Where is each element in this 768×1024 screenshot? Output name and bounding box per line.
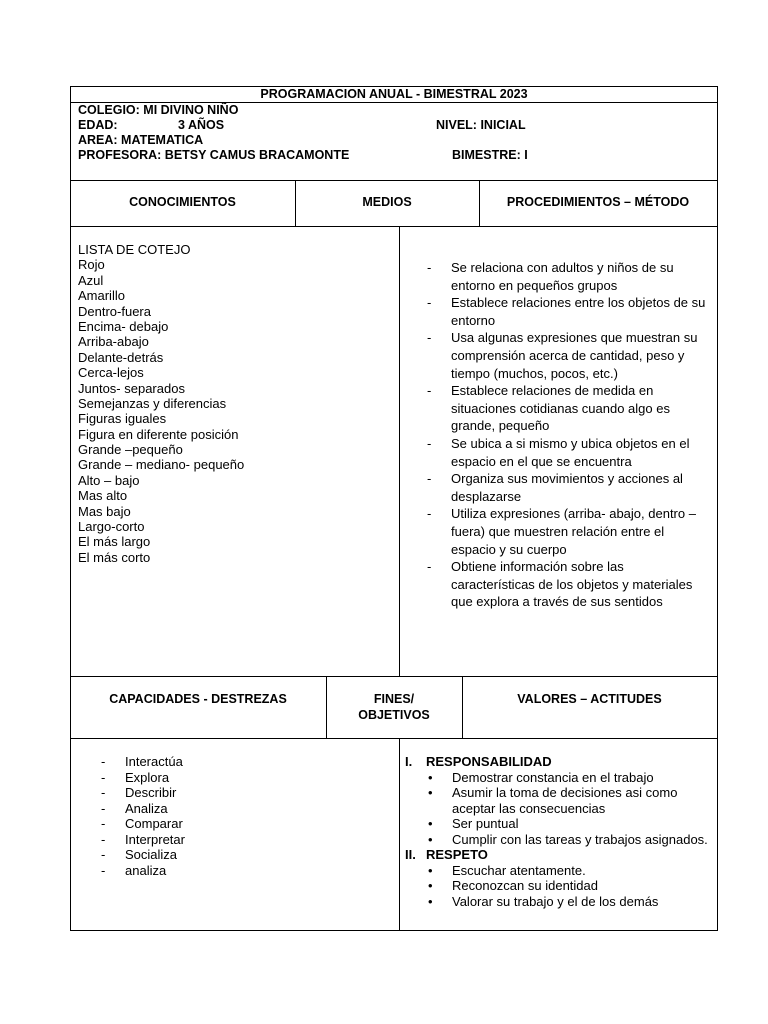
header-procedimientos: PROCEDIMIENTOS – MÉTODO [506,195,690,209]
list-item: Figuras iguales [78,411,167,427]
list-item [405,785,717,816]
list-item: Delante-detrás [78,349,164,365]
list-item-text: Interpretar [125,831,185,847]
list-item: Mas bajo [78,503,131,519]
colegio-label: COLEGIO: MI DIVINO NIÑO [78,103,239,117]
dash-marker: - [427,471,432,487]
profesora-label: PROFESORA: BETSY CAMUS BRACAMONTE [78,148,350,162]
list-item-text: Cumplir con las tareas y trabajos asignados. [452,831,708,847]
list-item [101,816,185,832]
list-item-text: Escuchar atentamente. [452,862,586,878]
list-item [427,558,707,611]
edad-label: EDAD: [78,118,118,132]
header-valores: VALORES – ACTITUDES [517,692,662,706]
list-item [101,770,185,786]
header-objetivos: OBJETIVOS [358,708,430,722]
dash-marker: - [101,862,106,878]
section-number: I. [405,754,413,769]
list-item-text: Interactúa [125,754,183,769]
list-item [427,294,707,329]
page-title: PROGRAMACION ANUAL - BIMESTRAL 2023 [260,87,528,101]
list-item: Encima- debajo [78,318,169,334]
edad-value: 3 AÑOS [178,118,225,132]
list-item: Mas alto [78,488,128,504]
header-fines: FINES/ [373,692,415,706]
list-item-text: Explora [125,769,170,785]
list-item [427,435,707,470]
list-item [405,878,717,894]
dash-marker: - [427,506,432,522]
list-item [405,894,717,910]
header-capacidades: CAPACIDADES - DESTREZAS [109,692,287,706]
list-item [427,470,707,505]
list-item-text: Describir [125,785,177,800]
dash-marker: - [101,831,106,847]
list-item: Grande – mediano- pequeño [78,457,245,473]
list-item [427,505,707,558]
section-title: RESPETO [426,847,488,862]
list-item [405,832,717,848]
dash-marker: - [101,816,106,831]
list-item: Amarillo [78,288,125,304]
bullet-icon: • [428,831,433,847]
list-item-text: Se ubica a si mismo y ubica objetos en el espacio en el que se encuentra [451,435,690,469]
valores-list [405,754,717,909]
list-item-text: Asumir la toma de decisiones asi como aceptar las consecuencias [452,785,678,816]
list-item-text: Establece relaciones de medida en situaciones cotidianas cuando algo es grande, pequeño [451,383,670,434]
list-item [101,863,185,879]
dash-marker: - [101,847,106,862]
list-item [101,832,185,848]
dash-marker: - [101,785,106,800]
list-item: Semejanzas y diferencias [78,395,227,411]
list-item [405,770,717,786]
list-item: Cerca-lejos [78,365,144,381]
procedimientos-list [427,259,707,611]
header-medios: MEDIOS [362,195,412,209]
section-title: RESPONSABILIDAD [426,754,552,769]
list-item-text: Valorar su trabajo y el de los demás [452,893,659,909]
bullet-icon: • [428,878,433,893]
list-item-text: Socializa [125,847,178,862]
dash-marker: - [427,260,432,275]
list-item [427,382,707,435]
list-item-text: Analiza [125,800,168,816]
list-item [427,259,707,294]
dash-marker: - [427,383,432,399]
list-item-text: Reconozcan su identidad [452,878,598,893]
list-item: Azul [78,272,104,288]
list-item-text: Ser puntual [452,816,519,831]
section-heading [405,754,717,770]
list-item: Arriba-abajo [78,334,149,350]
dash-marker: - [427,435,432,451]
dash-marker: - [101,754,106,769]
dash-marker: - [427,559,432,575]
list-item: Rojo [78,257,105,273]
list-item: Grande –pequeño [78,442,183,458]
list-item [101,785,185,801]
conocimientos-list [78,242,244,565]
bullet-icon: • [428,785,433,800]
bullet-icon: • [428,862,433,878]
list-item-text: Organiza sus movimientos y acciones al desplazarse [451,471,683,504]
list-item: Alto – bajo [78,472,140,488]
list-item [405,816,717,832]
bullet-icon: • [428,769,433,785]
nivel-label: NIVEL: INICIAL [436,118,526,132]
dash-marker: - [101,769,106,785]
list-item [405,863,717,879]
dash-marker: - [101,800,106,816]
list-item: El más largo [78,534,151,550]
list-item-text: analiza [125,862,167,878]
list-item-text: Usa algunas expresiones que muestran su comprensión acerca de cantidad, peso y tiempo (muchos, pocos, etc.) [451,330,698,381]
list-item: Largo-corto [78,519,145,535]
list-item [101,801,185,817]
header-conocimientos: CONOCIMIENTOS [129,195,236,209]
list-item [101,847,185,863]
list-item-text: Demostrar constancia en el trabajo [452,769,654,785]
list-item-text: Obtiene información sobre las características de los objetos y materiales que explora a través de sus sentidos [451,559,693,610]
list-item [101,754,185,770]
capacidades-list [101,754,185,878]
list-item: Figura en diferente posición [78,426,239,442]
list-item [427,329,707,382]
dash-marker: - [427,330,432,346]
list-item: LISTA DE COTEJO [78,242,191,257]
section-heading [405,847,717,863]
list-item-text: Establece relaciones entre los objetos de su entorno [451,295,706,328]
bullet-icon: • [428,816,433,831]
area-label: AREA: MATEMATICA [78,133,204,147]
dash-marker: - [427,295,432,311]
list-item: Dentro-fuera [78,303,151,319]
list-item: El más corto [78,549,151,565]
bullet-icon: • [428,893,433,909]
list-item-text: Comparar [125,816,183,831]
section-number: II. [405,847,416,862]
list-item-text: Se relaciona con adultos y niños de su entorno en pequeños grupos [451,260,674,293]
list-item-text: Utiliza expresiones (arriba- abajo, dentro – fuera) que muestren relación entre el espacio y su cuerpo [451,506,696,557]
bimestre-label: BIMESTRE: I [452,148,528,162]
list-item: Juntos- separados [78,380,185,396]
